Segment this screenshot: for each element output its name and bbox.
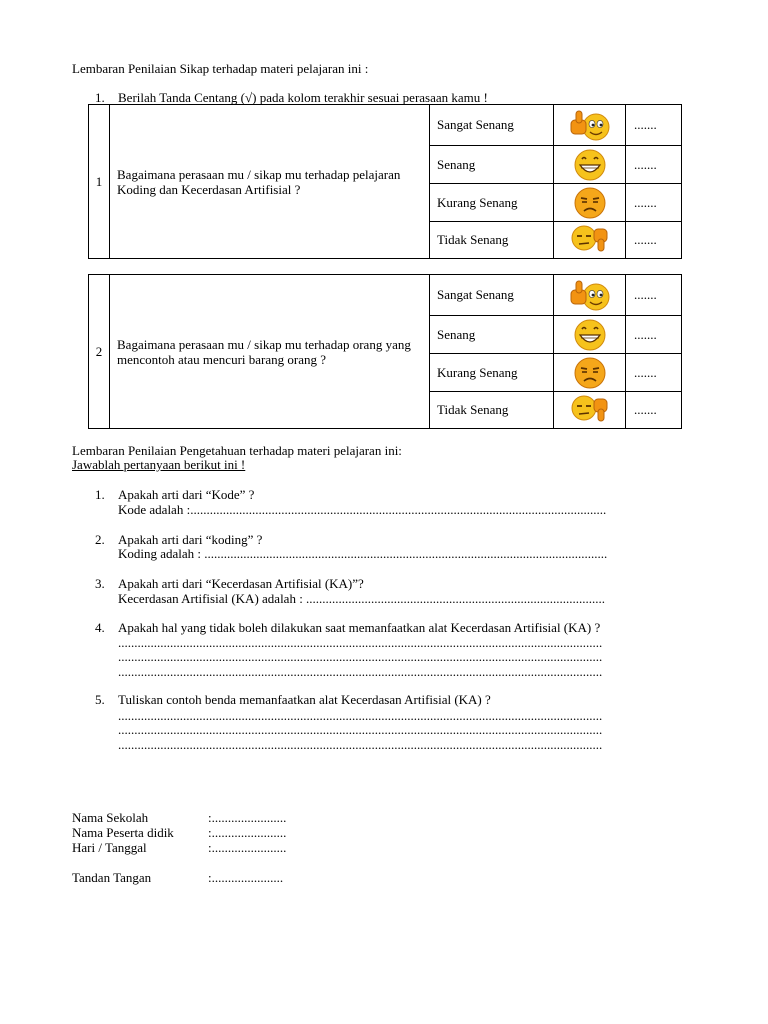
answer-line[interactable]: ..................................................................................................................................................... (118, 708, 603, 723)
unamused-face-icon (554, 354, 626, 392)
check-blank[interactable]: ....... (626, 316, 682, 354)
field-value-school[interactable]: :....................... (208, 810, 287, 825)
thumbs-up-emoji-icon (554, 105, 626, 146)
option-label: Sangat Senang (430, 275, 554, 316)
question-text: Apakah arti dari “Kecerdasan Artifisial (KA)”? (118, 576, 364, 591)
check-blank[interactable]: ....... (626, 354, 682, 392)
option-label: Senang (430, 146, 554, 184)
answer-line[interactable]: Kecerdasan Artifisial (KA) adalah : ............................................................................................ (118, 591, 606, 606)
answer-line[interactable]: ..................................................................................................................................................... (118, 737, 603, 752)
answer-line[interactable]: Koding adalah : ............................................................................................................................ (118, 546, 608, 561)
option-label: Sangat Senang (430, 105, 554, 146)
answer-line[interactable]: ..................................................................................................................................................... (118, 649, 603, 664)
question-text: Tuliskan contoh benda memanfaatkan alat Kecerdasan Artifisial (KA) ? (118, 692, 491, 707)
option-label: Tidak Senang (430, 392, 554, 429)
option-label: Kurang Senang (430, 184, 554, 222)
field-value-signature[interactable]: :...................... (208, 870, 284, 885)
answer-line[interactable]: ..................................................................................................................................................... (118, 664, 603, 679)
grinning-face-icon (554, 146, 626, 184)
question-number: 3. (95, 576, 105, 591)
attitude-heading: Lembaran Penilaian Sikap terhadap materi pelajaran ini : (72, 61, 369, 76)
question-number: 2. (95, 532, 105, 547)
question-number: 1. (95, 487, 105, 502)
check-blank[interactable]: ....... (626, 146, 682, 184)
question-number: 5. (95, 692, 105, 707)
attitude-question: Bagaimana perasaan mu / sikap mu terhadap pelajaran Koding dan Kecerdasan Artifisial ? (110, 105, 430, 259)
attitude-table-2 (88, 274, 682, 429)
field-label-student: Nama Peserta didik (72, 825, 174, 840)
check-blank[interactable]: ....... (626, 392, 682, 429)
attitude-table-1 (88, 104, 682, 259)
row-number: 2 (89, 275, 110, 429)
question-text: Apakah arti dari “Kode” ? (118, 487, 255, 502)
option-label: Tidak Senang (430, 222, 554, 259)
thumbs-down-emoji-icon (554, 392, 626, 429)
answer-line[interactable]: Kode adalah :................................................................................................................................ (118, 502, 607, 517)
question-text: Apakah arti dari “koding” ? (118, 532, 263, 547)
answer-line[interactable]: ..................................................................................................................................................... (118, 635, 603, 650)
option-label: Senang (430, 316, 554, 354)
check-blank[interactable]: ....... (626, 184, 682, 222)
field-value-date[interactable]: :....................... (208, 840, 287, 855)
question-text: Apakah hal yang tidak boleh dilakukan saat memanfaatkan alat Kecerdasan Artifisial (KA) ? (118, 620, 601, 635)
field-label-signature: Tandan Tangan (72, 870, 152, 885)
field-value-student[interactable]: :....................... (208, 825, 287, 840)
option-label: Kurang Senang (430, 354, 554, 392)
thumbs-up-emoji-icon (554, 275, 626, 316)
field-label-school: Nama Sekolah (72, 810, 149, 825)
check-blank[interactable]: ....... (626, 275, 682, 316)
knowledge-subheading: Jawablah pertanyaan berikut ini ! (72, 457, 246, 472)
question-number: 4. (95, 620, 105, 635)
check-blank[interactable]: ....... (626, 105, 682, 146)
instruction-text: Berilah Tanda Centang (√) pada kolom terakhir sesuai perasaan kamu ! (118, 90, 488, 105)
grinning-face-icon (554, 316, 626, 354)
instruction-number: 1. (95, 90, 105, 105)
knowledge-heading: Lembaran Penilaian Pengetahuan terhadap materi pelajaran ini: (72, 443, 402, 458)
check-blank[interactable]: ....... (626, 222, 682, 259)
field-label-date: Hari / Tanggal (72, 840, 147, 855)
row-number: 1 (89, 105, 110, 259)
thumbs-down-emoji-icon (554, 222, 626, 259)
attitude-question: Bagaimana perasaan mu / sikap mu terhadap orang yang mencontoh atau mencuri barang orang ? (110, 275, 430, 429)
unamused-face-icon (554, 184, 626, 222)
answer-line[interactable]: ..................................................................................................................................................... (118, 722, 603, 737)
